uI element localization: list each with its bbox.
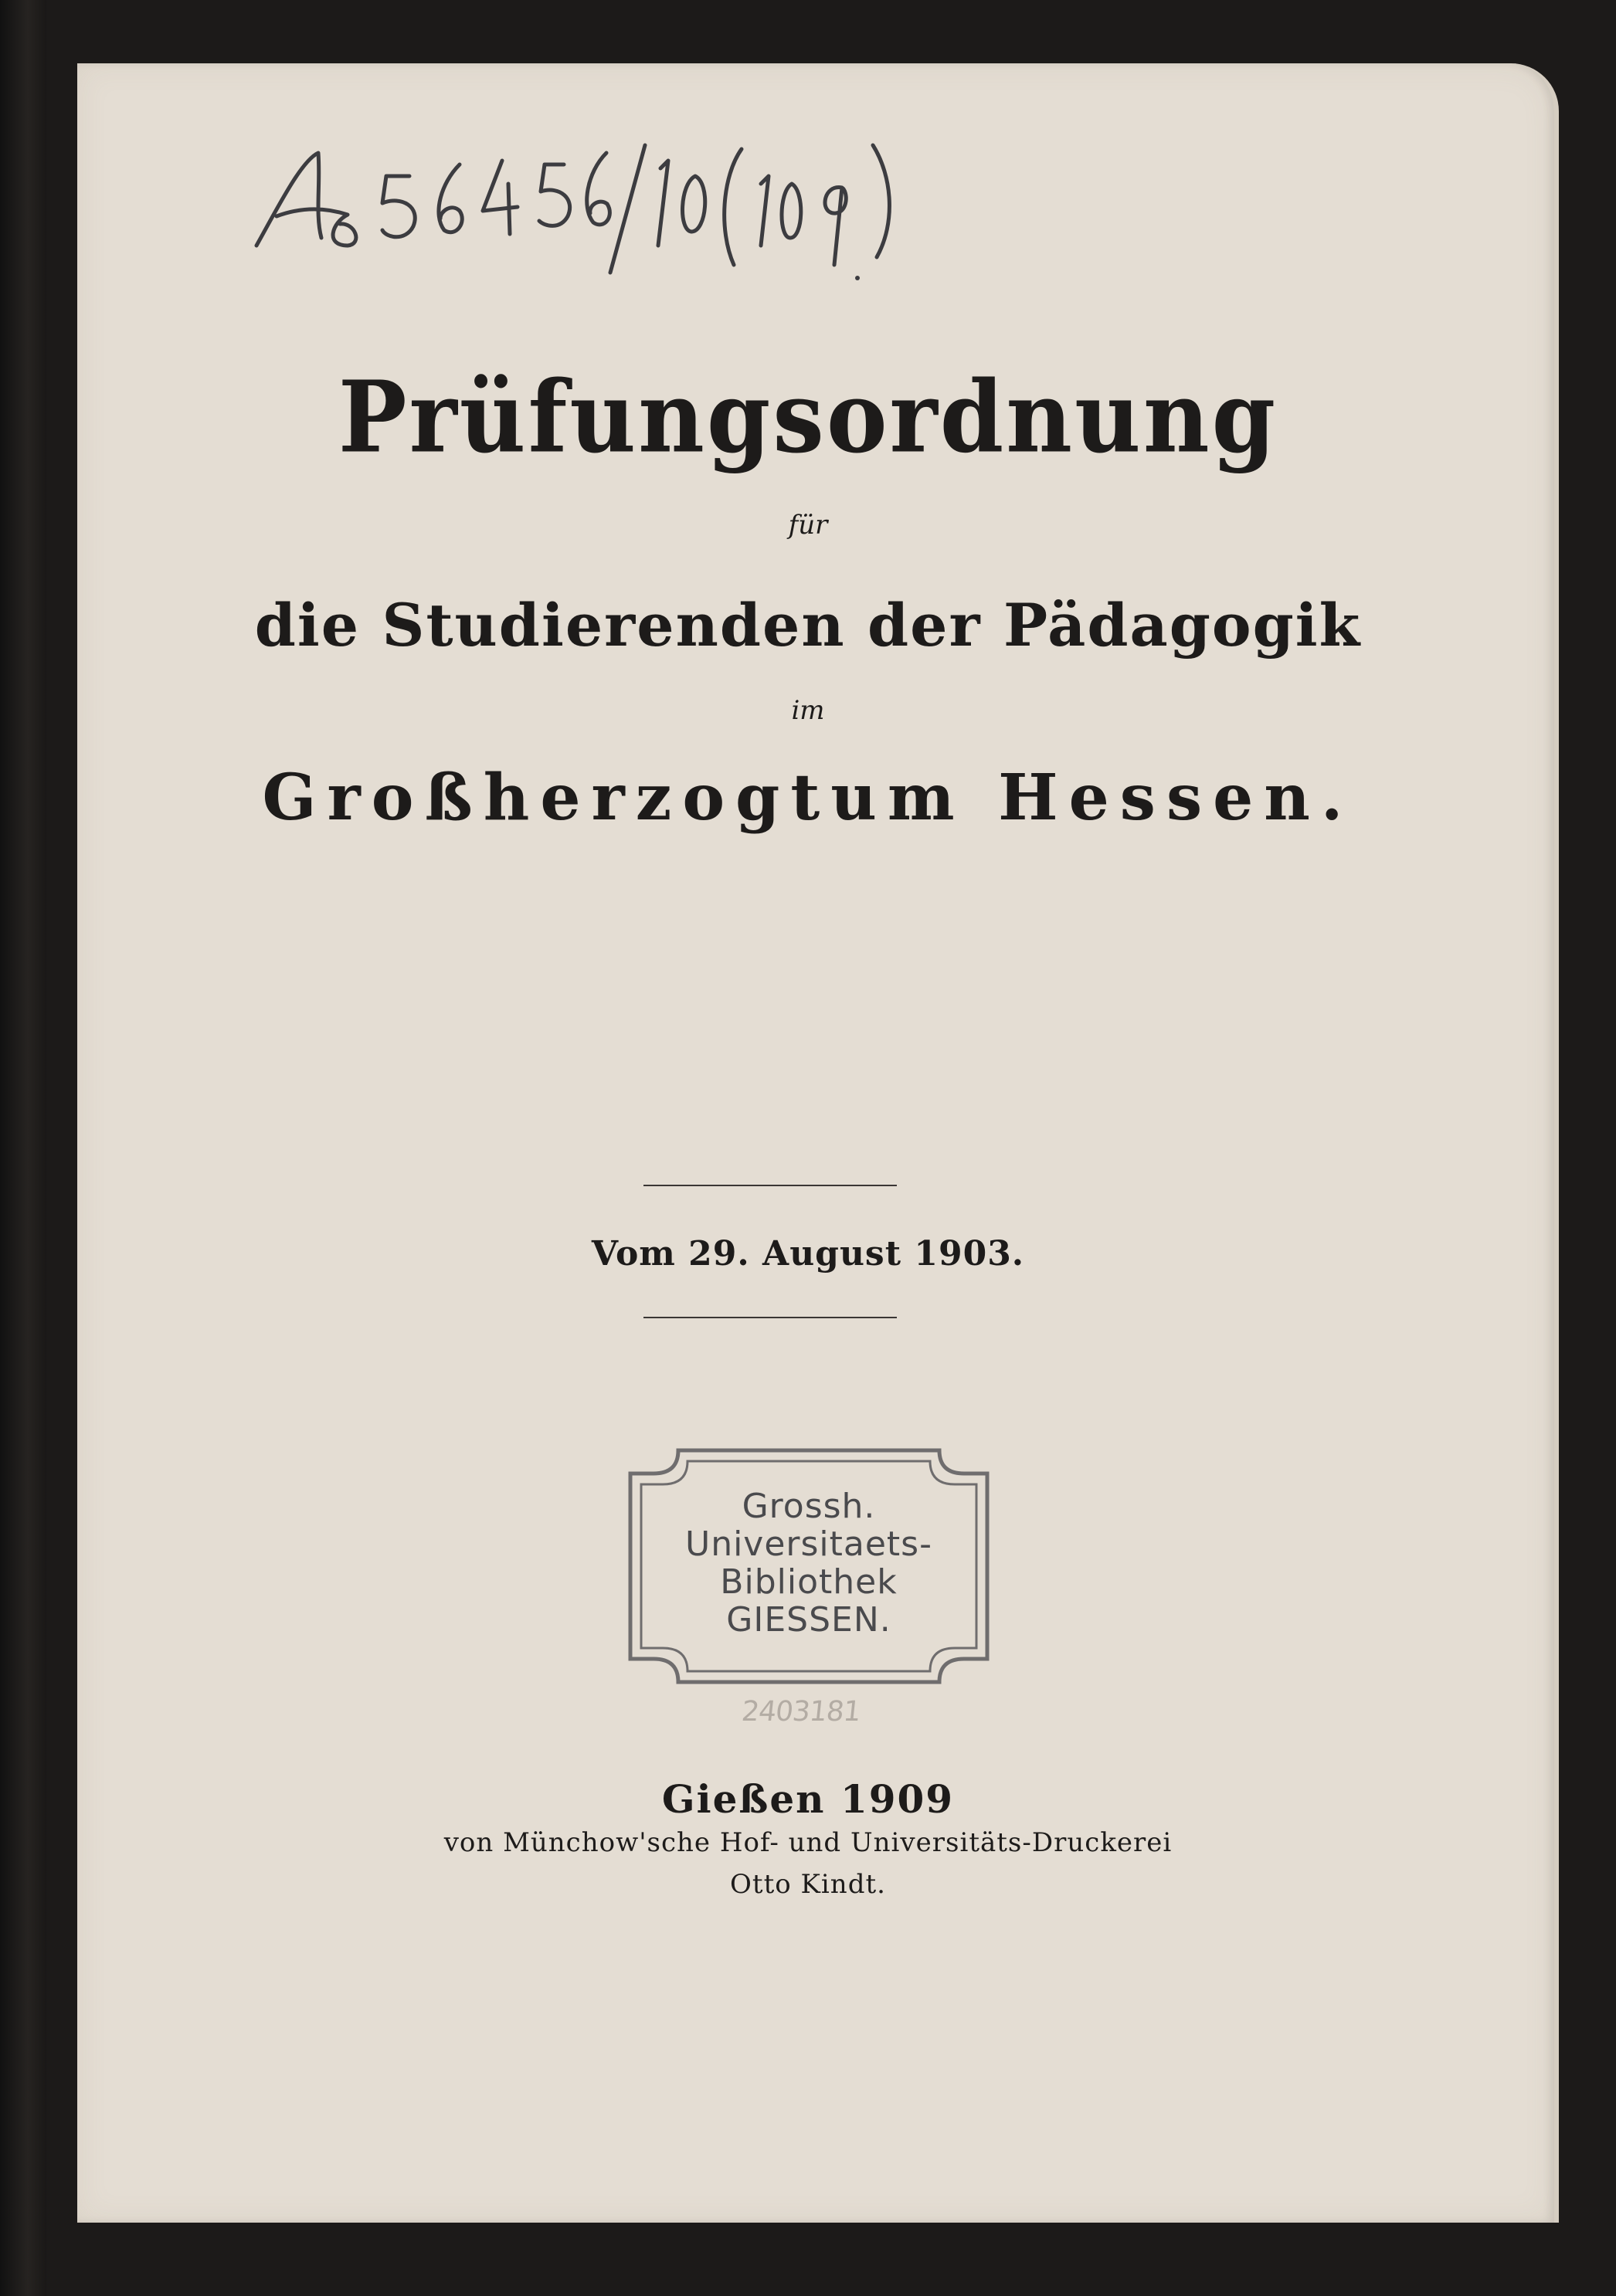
imprint-printer: von Münchow'sche Hof- und Universitäts-Druckerei <box>443 1827 1173 1858</box>
imprint-owner: Otto Kindt. <box>730 1869 886 1900</box>
stamp-line-3: Bibliothek <box>720 1562 898 1602</box>
subtitle-line-1: die Studierenden der Pädagogik <box>254 591 1362 660</box>
divider-bottom <box>643 1317 897 1318</box>
library-stamp <box>624 1443 993 1690</box>
connector-im: im <box>791 695 825 726</box>
document-title: Prüfungsordnung <box>338 358 1278 475</box>
imprint-place-year: Gießen 1909 <box>661 1776 955 1822</box>
stamped-accession-number: 2403181 <box>740 1696 862 1728</box>
divider-top <box>643 1185 897 1186</box>
stamp-line-2: Universitaets- <box>684 1524 932 1564</box>
ordinance-date: Vom 29. August 1903. <box>591 1234 1025 1273</box>
stamp-text <box>624 1487 993 1639</box>
connector-fuer: für <box>788 510 828 541</box>
stamp-line-1: Grossh. <box>742 1487 876 1526</box>
handwritten-shelfmark <box>247 130 942 284</box>
stamp-line-4: GIESSEN. <box>726 1600 891 1640</box>
subtitle-line-2: Großherzogtum Hessen. <box>262 761 1354 835</box>
book-spine-shadow <box>0 0 46 2296</box>
